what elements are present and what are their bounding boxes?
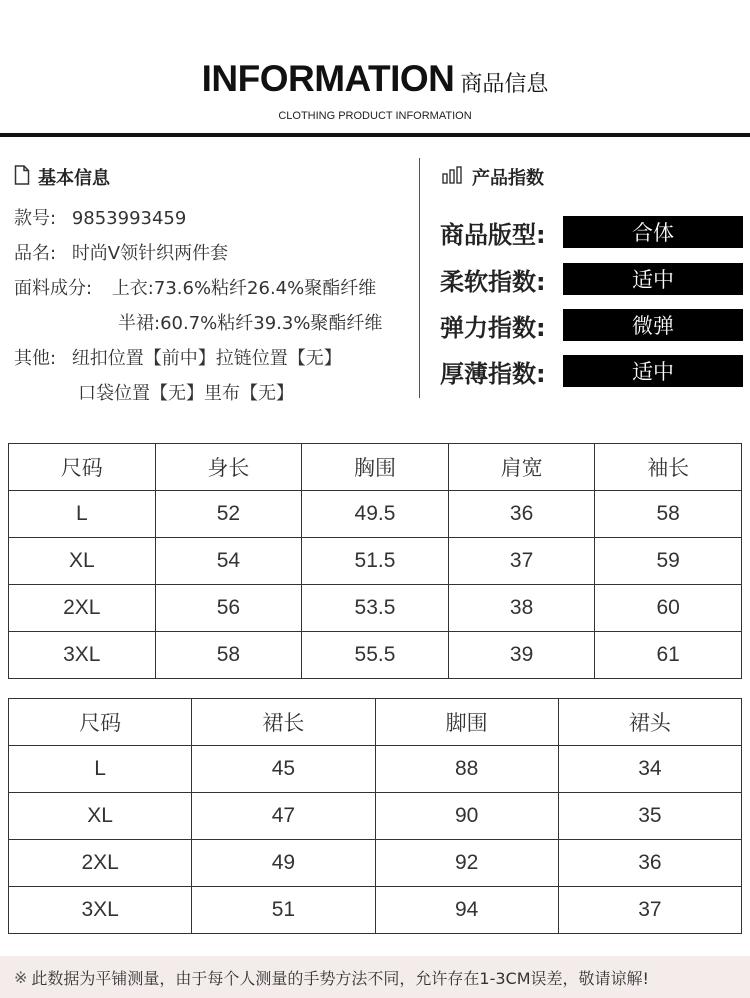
table-row xyxy=(9,538,742,585)
other-label: 其他: xyxy=(14,348,57,369)
table-row xyxy=(9,585,742,632)
table-cell: 92 xyxy=(375,840,558,887)
table-header-row xyxy=(9,699,742,746)
product-name-value: 时尚V领针织两件套 xyxy=(71,243,229,264)
table-header-cell: 胸围 xyxy=(302,444,449,491)
title-english: INFORMATION xyxy=(201,58,455,99)
table-cell: 53.5 xyxy=(302,585,449,632)
table-cell: 51.5 xyxy=(302,538,449,585)
table-row xyxy=(9,887,742,934)
index-value: 适中 xyxy=(563,263,743,295)
header-divider xyxy=(0,133,750,137)
table-cell: 36 xyxy=(448,491,595,538)
section-divider xyxy=(419,158,420,398)
index-row-fit xyxy=(440,215,746,249)
fabric-row xyxy=(14,274,376,300)
table-header-row xyxy=(9,444,742,491)
table-cell: 37 xyxy=(448,538,595,585)
table-cell: 56 xyxy=(155,585,302,632)
table-row xyxy=(9,793,742,840)
table-cell: 52 xyxy=(155,491,302,538)
index-label: 柔软指数: xyxy=(440,267,546,296)
fabric-top-value: 上衣:73.6%粘纤26.4%聚酯纤维 xyxy=(111,278,377,299)
table-header-cell: 袖长 xyxy=(595,444,742,491)
other-row-2 xyxy=(78,379,294,405)
index-label: 商品版型: xyxy=(440,220,546,249)
index-row-thickness xyxy=(440,354,746,388)
page-subtitle: CLOTHING PRODUCT INFORMATION xyxy=(278,110,472,122)
table-row xyxy=(9,491,742,538)
table-cell: 39 xyxy=(448,632,595,679)
style-number-label: 款号: xyxy=(14,208,57,229)
other-row xyxy=(14,344,342,370)
table-cell: 94 xyxy=(375,887,558,934)
table-cell: XL xyxy=(9,793,192,840)
product-index-title: 产品指数 xyxy=(472,168,544,189)
table-header-cell: 脚围 xyxy=(375,699,558,746)
top-size-table xyxy=(8,443,742,679)
fabric-skirt-row xyxy=(118,309,382,335)
table-cell: 55.5 xyxy=(302,632,449,679)
table-header-cell: 尺码 xyxy=(9,699,192,746)
table-cell: 3XL xyxy=(9,887,192,934)
table-cell: 58 xyxy=(595,491,742,538)
style-number-row xyxy=(14,204,186,230)
other-line-1: 纽扣位置【前中】拉链位置【无】 xyxy=(71,348,342,369)
fabric-skirt-value: 半裙:60.7%粘纤39.3%聚酯纤维 xyxy=(118,313,383,334)
table-header-cell: 身长 xyxy=(155,444,302,491)
skirt-size-table xyxy=(8,698,742,934)
table-cell: 37 xyxy=(558,887,741,934)
table-cell: 49 xyxy=(192,840,375,887)
table-cell: 61 xyxy=(595,632,742,679)
table-cell: 59 xyxy=(595,538,742,585)
table-cell: XL xyxy=(9,538,156,585)
table-header-cell: 尺码 xyxy=(9,444,156,491)
product-index-heading xyxy=(442,164,544,190)
table-row xyxy=(9,840,742,887)
table-header-cell: 裙头 xyxy=(558,699,741,746)
table-cell: 49.5 xyxy=(302,491,449,538)
product-name-label: 品名: xyxy=(14,243,57,264)
table-row xyxy=(9,632,742,679)
table-cell: 47 xyxy=(192,793,375,840)
table-row xyxy=(9,746,742,793)
document-icon xyxy=(14,165,30,190)
table-cell: L xyxy=(9,491,156,538)
bar-chart-icon xyxy=(442,166,462,189)
other-line-2: 口袋位置【无】里布【无】 xyxy=(78,383,294,404)
asterisk-icon: ※ xyxy=(14,967,28,987)
page-title xyxy=(0,58,750,100)
fabric-label: 面料成分: xyxy=(14,278,93,299)
table-cell: 60 xyxy=(595,585,742,632)
index-row-elasticity xyxy=(440,308,746,342)
table-cell: 34 xyxy=(558,746,741,793)
page-header xyxy=(0,0,750,140)
measurement-note xyxy=(0,956,750,998)
index-row-softness xyxy=(440,262,746,296)
table-cell: 3XL xyxy=(9,632,156,679)
table-cell: 45 xyxy=(192,746,375,793)
index-value: 合体 xyxy=(563,216,743,248)
table-cell: 90 xyxy=(375,793,558,840)
index-value: 微弹 xyxy=(563,309,743,341)
table-header-cell: 肩宽 xyxy=(448,444,595,491)
note-text: 此数据为平铺测量，由于每个人测量的手势方法不同，允许存在1-3CM误差，敬请谅解! xyxy=(31,968,649,988)
title-chinese: 商品信息 xyxy=(460,72,549,97)
basic-info-title: 基本信息 xyxy=(38,168,110,189)
table-cell: 51 xyxy=(192,887,375,934)
table-cell: 54 xyxy=(155,538,302,585)
index-label: 厚薄指数: xyxy=(440,359,546,388)
index-label: 弹力指数: xyxy=(440,313,546,342)
table-cell: 2XL xyxy=(9,840,192,887)
table-cell: 2XL xyxy=(9,585,156,632)
table-cell: 88 xyxy=(375,746,558,793)
table-cell: 35 xyxy=(558,793,741,840)
table-cell: 38 xyxy=(448,585,595,632)
table-cell: 36 xyxy=(558,840,741,887)
table-header-cell: 裙长 xyxy=(192,699,375,746)
table-cell: L xyxy=(9,746,192,793)
index-value: 适中 xyxy=(563,355,743,387)
product-name-row xyxy=(14,239,228,265)
table-cell: 58 xyxy=(155,632,302,679)
basic-info-heading xyxy=(14,164,110,190)
style-number-value: 9853993459 xyxy=(71,208,187,229)
